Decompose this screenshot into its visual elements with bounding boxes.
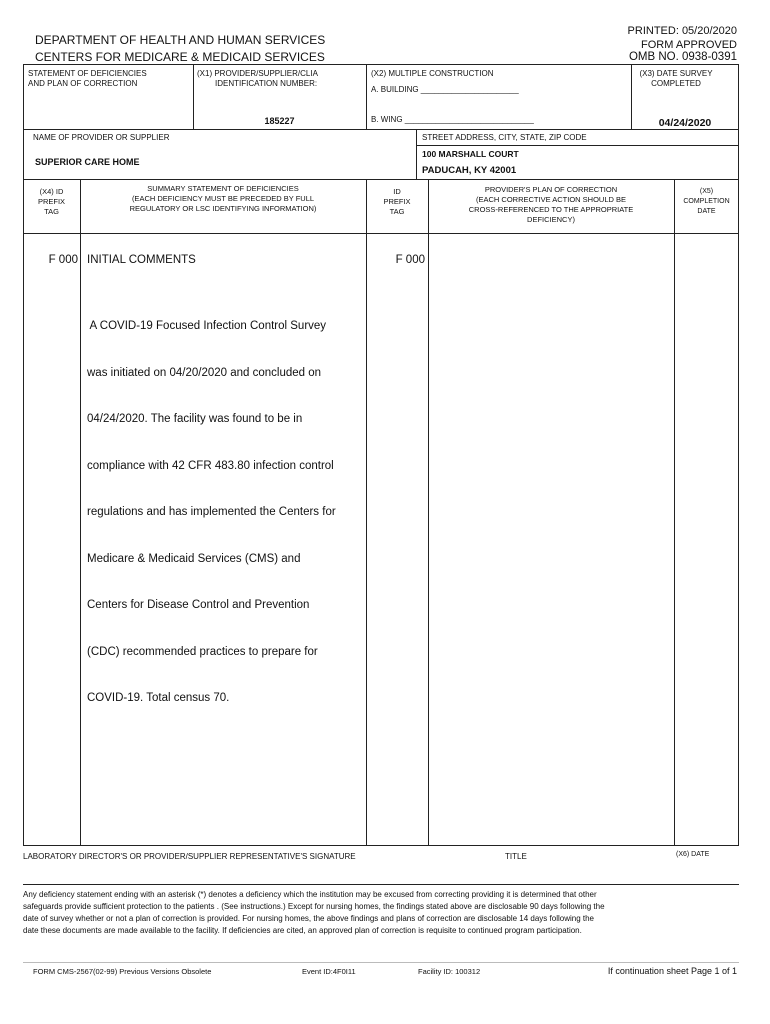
page-indicator: If continuation sheet Page 1 of 1 (607, 966, 737, 976)
provider-name: SUPERIOR CARE HOME (35, 157, 140, 167)
tag-left: F 000 (48, 254, 78, 266)
wing-label: B. WING _____________________________ (371, 115, 534, 124)
x4-prefix-header: (X4) ID PREFIX TAG (37, 187, 66, 216)
facility-id: Facility ID: 100312 (418, 967, 481, 976)
disclaimer: Any deficiency statement ending with an asterisk (*) denotes a deficiency which the institution may be excused from correcting providing it is determined that other safeguards provide sufficient protection to the patients . (See instructions.) Except for nursing homes, the findings stated above are disclosable 90 days following the date of survey whether or not a plan of correction is provided. For nursing homes, the above findings and plans of correction are disclosable 14 days following the date these documents are made available to the facility. If deficiencies are cited, an approved plan of correction is requisite to continued program participation. (23, 890, 605, 935)
signature-label: LABORATORY DIRECTOR'S OR PROVIDER/SUPPLIER REPRESENTATIVE'S SIGNATURE (23, 852, 356, 861)
x3-label: (X3) DATE SURVEY COMPLETED (639, 69, 713, 88)
x2-label: (X2) MULTIPLE CONSTRUCTION (371, 69, 494, 78)
department-title: DEPARTMENT OF HEALTH AND HUMAN SERVICES (35, 33, 326, 47)
provider-id-value: 185227 (264, 116, 295, 126)
building-label: A. BUILDING ______________________ (371, 85, 519, 94)
provider-name-label: NAME OF PROVIDER OR SUPPLIER (33, 133, 170, 142)
omb-number: OMB NO. 0938-0391 (628, 51, 737, 63)
date-label: (X6) DATE (676, 851, 710, 858)
cms-title: CENTERS FOR MEDICARE & MEDICAID SERVICES (35, 50, 325, 64)
id-prefix-header: ID PREFIX TAG (383, 187, 411, 216)
x5-header: (X5) COMPLETION DATE (683, 188, 730, 215)
summary-header: SUMMARY STATEMENT OF DEFICIENCIES (EACH DEFICIENCY MUST BE PRECEDED BY FULL REGULATORY OR LSC IDENTIFYING INFORMATION) (129, 184, 317, 213)
address-label: STREET ADDRESS, CITY, STATE, ZIP CODE (422, 133, 587, 142)
form-number: FORM CMS-2567(02-99) Previous Versions Obsolete (33, 967, 212, 976)
statement-label: STATEMENT OF DEFICIENCIES AND PLAN OF CORRECTION (28, 69, 147, 88)
city-state-zip: PADUCAH, KY 42001 (422, 165, 517, 176)
plan-header: PROVIDER'S PLAN OF CORRECTION (EACH CORRECTIVE ACTION SHOULD BE CROSS-REFERENCED TO THE APPROPRIATE DEFICIENCY) (468, 185, 634, 224)
entry-heading: INITIAL COMMENTS (87, 254, 196, 266)
survey-completed-date: 04/24/2020 (658, 117, 712, 129)
event-id: Event ID:4F0I11 (302, 967, 356, 976)
title-label: TITLE (505, 852, 527, 861)
entry-body: A COVID-19 Focused Infection Control Survey was initiated on 04/20/2020 and concluded on 04/24/2020. The facility was found to be in compliance with 42 CFR 483.80 infection control regulations and has implemented the Centers for Medicare & Medicaid Services (CMS) and Centers for Disease Control and Prevention (CDC) recommended practices to prepare for COVID-19. Total census 70. (87, 320, 336, 704)
x1-label: (X1) PROVIDER/SUPPLIER/CLIA IDENTIFICATION NUMBER: (197, 69, 318, 88)
printed-date: PRINTED: 05/20/2020 (627, 25, 737, 37)
street-address: 100 MARSHALL COURT (422, 149, 519, 159)
form-approved: FORM APPROVED (641, 39, 737, 51)
tag-right: F 000 (395, 254, 425, 266)
